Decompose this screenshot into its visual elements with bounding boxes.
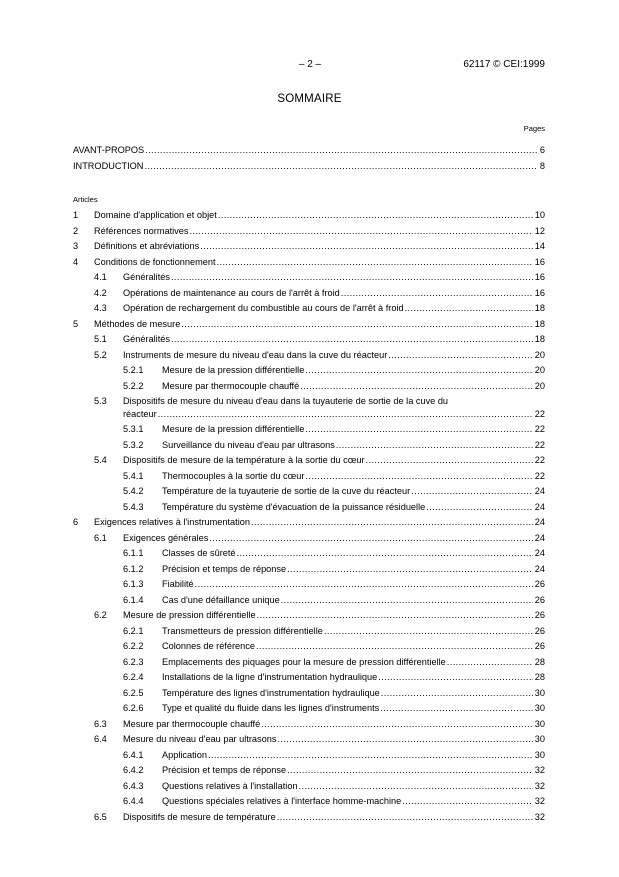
toc-entry[interactable] [73,240,545,253]
toc-page-number: 20 [534,380,545,391]
dot-leader [181,318,532,331]
toc-entry-title: Dispositifs de mesure de la température à la sortie du cœur [123,455,365,465]
toc-entry-title: Domaine d'application et objet [94,210,217,220]
toc-entry-number: 4 [73,256,79,267]
toc-entry-number: 6.4.2 [123,765,144,775]
toc-entry-number: 6 [73,517,79,527]
dot-leader [405,302,533,315]
toc-page-number: 28 [534,672,545,682]
dot-leader [388,349,532,362]
toc-entry-title: Mesure par thermocouple chauffé [123,718,261,729]
toc-page-number: 22 [534,470,545,481]
toc-leader-line [123,349,545,362]
page-number: – 2 – [298,59,322,70]
toc-entry[interactable] [73,516,545,529]
toc-entry[interactable] [73,811,545,824]
toc-entry-title: Mesure de la pression différentielle [162,424,305,434]
toc-entry[interactable] [73,333,545,346]
toc-entry[interactable] [73,349,545,362]
toc-entry[interactable] [73,271,545,284]
toc-entry[interactable] [73,780,545,793]
toc-page-number: 24 [534,532,545,543]
toc-page-number: 32 [534,796,545,806]
toc-leader-line [123,333,545,346]
toc-page-number: 18 [534,318,545,329]
toc-page-number: 24 [534,486,545,496]
dot-leader [261,718,533,731]
toc-leader-line [162,625,545,638]
toc-entry-continuation[interactable] [73,408,545,421]
toc-entry-number: 2 [73,225,79,236]
toc-leader-line [162,671,545,684]
toc-leader-line [123,532,545,545]
dot-leader [277,811,533,824]
toc-entry-title: Installations de la ligne d'instrumentation hydraulique [162,672,378,682]
toc-page-number: 30 [534,749,545,760]
dot-leader [324,625,533,638]
toc-leader-line [123,454,545,467]
toc-entry[interactable] [73,625,545,638]
toc-entry[interactable] [73,795,545,808]
toc-page-number: 30 [534,718,545,729]
toc-entry-title: Opération de rechargement du combustible au cours de l'arrêt à froid [123,303,404,313]
toc-leader-line [162,439,545,452]
toc-leader-line [123,408,545,421]
toc-entry-title: Thermocouples à la sortie du cœur [162,470,305,481]
toc-entry-number: 5.2.2 [123,380,144,391]
toc-entry[interactable] [73,485,545,498]
toc-entry[interactable] [73,209,545,222]
document-reference: 62117 © CEI:1999 [463,59,545,70]
toc-entry-number: 6.2.2 [123,641,144,651]
dot-leader [281,594,533,607]
toc-entry-title: Température du système d'évacuation de la puissance résiduelle [162,501,426,512]
toc-leader-line [123,733,545,746]
toc-entry-number: 5.1 [94,334,107,344]
dot-leader [336,439,533,452]
toc-leader-line [162,795,545,808]
toc-leader-line [73,160,545,173]
toc-entry[interactable] [73,578,545,591]
toc-entry[interactable] [73,749,545,762]
toc-entry-number: 6.4.3 [123,780,144,791]
toc-page-number: 6 [539,145,545,155]
toc-entry-number: 6.4.4 [123,796,144,806]
toc-entry[interactable] [73,302,545,315]
toc-page-number: 30 [534,703,545,713]
toc-leader-line [162,563,545,576]
toc-entry-number: 5.4 [94,455,107,465]
dot-leader [380,702,532,715]
toc-entry[interactable] [73,547,545,560]
toc-entry[interactable] [73,609,545,622]
toc-entry-title: Conditions de fonctionnement [94,256,216,267]
toc-entry-title: Mesure de pression différentielle [123,610,256,620]
toc-leader-line [94,209,545,222]
toc-page-number: 30 [534,734,545,744]
toc-entry[interactable] [73,318,545,331]
toc-leader-line [94,256,545,269]
toc-entry-number: 5.2 [94,349,107,360]
toc-entry-number: 5.3.2 [123,439,144,450]
toc-entry[interactable] [73,144,545,157]
dot-leader [200,240,533,253]
toc-entry-title: Questions spéciales relatives à l'interface homme-machine [162,796,402,806]
toc-leader-line [123,718,545,731]
toc-entry[interactable] [73,671,545,684]
dot-leader [402,795,533,808]
toc-leader-line [162,640,545,653]
toc-entry-title: Surveillance du niveau d'eau par ultrasons [162,439,335,450]
toc-page-number: 18 [534,334,545,344]
toc-page-number: 26 [534,594,545,605]
toc-entry-title: Mesure par thermocouple chauffé [162,380,300,391]
toc-page-number: 16 [534,272,545,282]
dot-leader [366,454,533,467]
toc-entry-title: Précision et temps de réponse [162,765,287,775]
toc-leader-line [94,318,545,331]
toc-leader-line [162,501,545,514]
page-title: SOMMAIRE [277,93,342,105]
toc-entry[interactable] [73,532,545,545]
toc-entry[interactable] [73,764,545,777]
toc-entry[interactable] [73,287,545,300]
dot-leader [171,333,533,346]
dot-leader [189,225,532,238]
dot-leader [381,687,533,700]
toc-leader-line [94,240,545,253]
toc-entry-title: Température des lignes d'instrumentation hydraulique [162,687,380,698]
toc-entry[interactable] [73,733,545,746]
toc-entry-number: 6.1 [94,532,107,543]
toc-entry-number: 6.2.3 [123,656,144,667]
toc-page-number: 10 [534,210,545,220]
toc-entry-title: Généralités [123,272,170,282]
toc-entry-number: 5 [73,318,79,329]
toc-page-number: 18 [534,303,545,313]
toc-entry-title: INTRODUCTION [73,160,144,171]
toc-entry-number: 5.4.2 [123,486,144,496]
dot-leader [305,423,532,436]
dot-leader [447,656,533,669]
toc-entry-title: Méthodes de mesure [94,318,181,329]
toc-page-number: 8 [539,160,545,171]
toc-entry-title: Références normatives [94,225,189,236]
dot-leader [256,640,533,653]
toc-entry-number: 3 [73,241,79,251]
dot-leader [287,764,533,777]
toc-entry[interactable] [73,395,545,408]
toc-leader-line [162,485,545,498]
toc-page-number: 26 [534,579,545,589]
toc-page-number: 22 [534,439,545,450]
toc-page-number: 16 [534,287,545,298]
dot-leader [305,470,532,483]
articles-label: Articles [73,195,98,204]
toc-page-number: 20 [534,349,545,360]
toc-entry[interactable] [73,439,545,452]
toc-page-number: 32 [534,811,545,822]
toc-entry[interactable] [73,256,545,269]
toc-entry-title: Définitions et abréviations [94,241,200,251]
toc-entry-number: 6.2.1 [123,625,144,636]
dot-leader [287,563,533,576]
toc-leader-line [94,225,545,238]
toc-entry-title: Exigences relatives à l'instrumentation [94,517,250,527]
toc-entry-number: 6.1.2 [123,563,144,574]
toc-entry[interactable] [73,470,545,483]
toc-page-number: 22 [534,424,545,434]
toc-entry-title: Exigences générales [123,532,209,543]
toc-leader-line [162,547,545,560]
toc-entry-title: Application [162,749,207,760]
toc-page-number: 14 [534,241,545,251]
toc-entry-title: Fiabilité [162,579,194,589]
toc-entry-number: 6.1.1 [123,548,144,558]
toc-leader-line [123,271,545,284]
toc-entry-number: 6.2.5 [123,687,144,698]
toc-page-number: 26 [534,610,545,620]
toc-leader-line [73,144,545,157]
toc-entry-number: 6.2.4 [123,672,144,682]
toc-entry-title: Transmetteurs de pression différentielle [162,625,323,636]
toc-page-number: 22 [534,455,545,465]
toc-entry-title: Opérations de maintenance au cours de l'arrêt à froid [123,287,340,298]
dot-leader [251,516,533,529]
toc-page-number: 26 [534,625,545,636]
toc-entry-number: 6.2.6 [123,703,144,713]
toc-leader-line [162,380,545,393]
toc-entry[interactable] [73,380,545,393]
toc-entry-number: 6.1.3 [123,579,144,589]
toc-leader-line [162,578,545,591]
toc-entry-title-continued: réacteur [123,408,157,419]
dot-leader [426,501,533,514]
toc-entry-title: Cas d'une défaillance unique [162,594,280,605]
dot-leader [218,209,533,222]
toc-page-number: 32 [534,765,545,775]
toc-entry-number: 5.4.1 [123,470,144,481]
toc-entry-title: Dispositifs de mesure de température [123,811,276,822]
toc-entry-number: 6.5 [94,811,107,822]
toc-entry-number: 6.3 [94,718,107,729]
toc-entry[interactable] [73,423,545,436]
toc-entry-number: 5.4.3 [123,501,144,512]
dot-leader [378,671,533,684]
toc-entry[interactable] [73,640,545,653]
toc-entry-title: Instruments de mesure du niveau d'eau dans la cuve du réacteur [123,349,388,360]
toc-entry-number: 4.3 [94,303,107,313]
toc-page-number: 24 [534,563,545,574]
toc-leader-line [123,811,545,824]
toc-leader-line [94,516,545,529]
toc-entry[interactable] [73,656,545,669]
toc-entry-title: Température de la tuyauterie de sortie de la cuve du réacteur [162,486,411,496]
toc-entry-number: 4.2 [94,287,107,298]
toc-entry-number: 5.3.1 [123,424,144,434]
dot-leader [208,749,533,762]
dot-leader [299,780,533,793]
dot-leader [217,256,533,269]
toc-entry-title: Précision et temps de réponse [162,563,287,574]
toc-entry[interactable] [73,702,545,715]
toc-entry-number: 6.4.1 [123,749,144,760]
dot-leader [341,287,533,300]
toc-page-number: 12 [534,225,545,236]
dot-leader [209,532,532,545]
toc-leader-line [162,764,545,777]
toc-entry[interactable] [73,454,545,467]
toc-leader-line [162,702,545,715]
toc-leader-line [123,287,545,300]
toc-entry-title: Mesure de la pression différentielle [162,365,305,375]
toc-leader-line [123,302,545,315]
toc-entry-number: 5.2.1 [123,365,144,375]
toc-page-number: 32 [534,780,545,791]
toc-entry-title: Questions relatives à l'installation [162,780,298,791]
toc-entry-title: Colonnes de référence [162,641,255,651]
dot-leader [237,547,533,560]
toc-leader-line [162,656,545,669]
dot-leader [145,144,538,157]
toc-page-number: 26 [534,641,545,651]
toc-entry-title: Mesure du niveau d'eau par ultrasons [123,734,277,744]
toc-entry-title: Type et qualité du fluide dans les lignes d'instruments [162,703,380,713]
dot-leader [171,271,533,284]
toc-page-number: 30 [534,687,545,698]
toc-entry[interactable] [73,364,545,377]
toc-leader-line [123,609,545,622]
toc-entry-number: 4.1 [94,272,107,282]
toc-entry-number: 6.4 [94,734,107,744]
toc-leader-line [162,780,545,793]
toc-page-number: 22 [534,408,545,419]
toc-entry[interactable] [73,225,545,238]
toc-entry-title: Dispositifs de mesure du niveau d'eau dans la tuyauterie de sortie de la cuve du [123,396,449,406]
toc-entry-number: 5.3 [94,396,107,406]
dot-leader [411,485,533,498]
toc-page-number: 16 [534,256,545,267]
toc-entry[interactable] [73,501,545,514]
dot-leader [277,733,532,746]
dot-leader [257,609,533,622]
toc-leader-line [162,594,545,607]
dot-leader [158,408,533,421]
toc-page-number: 24 [534,501,545,512]
dot-leader [305,364,532,377]
toc-leader-line [162,470,545,483]
toc-leader-line [162,749,545,762]
toc-entry[interactable] [73,563,545,576]
dot-leader [300,380,533,393]
toc-entry-number: 1 [73,210,79,220]
dot-leader [195,578,533,591]
toc-page-number: 28 [534,656,545,667]
toc-entry[interactable] [73,718,545,731]
dot-leader [144,160,537,173]
toc-entry[interactable] [73,594,545,607]
toc-page-number: 24 [534,517,545,527]
toc-entry-title: Classes de sûreté [162,548,236,558]
pages-column-label: Pages [523,124,545,133]
toc-entry-number: 6.2 [94,610,107,620]
toc-entry-title: AVANT-PROPOS [73,145,145,155]
toc-entry[interactable] [73,160,545,173]
toc-entry-number: 6.1.4 [123,594,144,605]
toc-entry-title: Généralités [123,334,170,344]
toc-entry-title: Emplacements des piquages pour la mesure de pression différentielle [162,656,446,667]
toc-page-number: 20 [534,365,545,375]
toc-page-number: 24 [534,548,545,558]
toc-leader-line [162,364,545,377]
toc-entry[interactable] [73,687,545,700]
toc-leader-line [162,687,545,700]
toc-leader-line [162,423,545,436]
